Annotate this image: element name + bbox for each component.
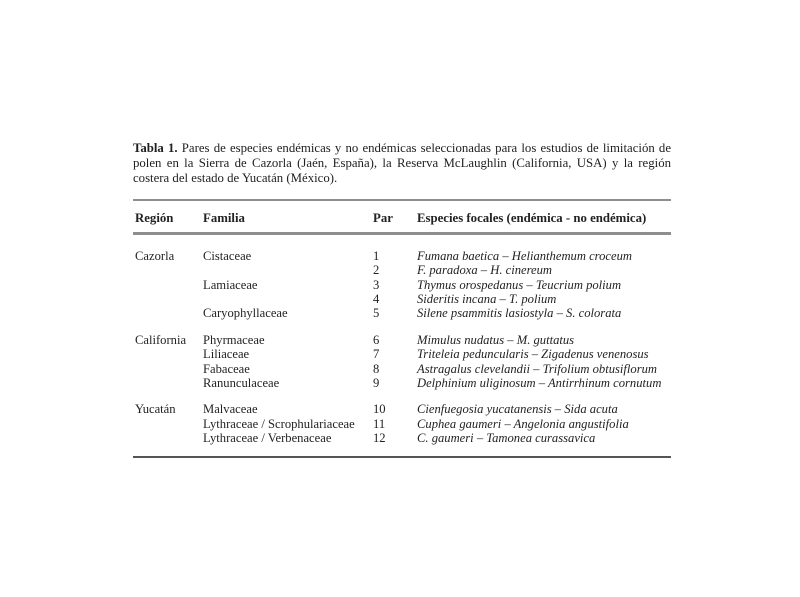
table-row: [133, 376, 671, 390]
cell-par: 4: [373, 292, 380, 306]
cell-familia: Malvaceae: [203, 402, 258, 417]
table-row: [133, 431, 671, 445]
cell-familia: Lythraceae / Verbenaceae: [203, 431, 332, 446]
header-especies: Especies focales (endémica - no endémica): [417, 211, 647, 226]
cell-par: 11: [373, 416, 386, 431]
table-header-row: [133, 201, 671, 226]
caption-label: Tabla 1.: [133, 140, 178, 155]
table-row: [133, 306, 671, 320]
cell-familia: Caryophyllaceae: [203, 306, 288, 321]
cell-especies: F. paradoxa – H. cinereum: [417, 263, 553, 278]
cell-especies: Fumana baetica – Helianthemum croceum: [417, 248, 632, 263]
table-row: [133, 347, 671, 361]
cell-especies: Delphinium uliginosum – Antirrhinum cornutum: [417, 376, 662, 391]
cell-familia: Phyrmaceae: [203, 332, 265, 347]
cell-especies: Sideritis incana – T. polium: [417, 292, 557, 306]
table-block: [133, 128, 671, 458]
cell-par: 5: [373, 306, 380, 321]
table-caption: [133, 141, 671, 186]
table-row: [133, 417, 671, 431]
cell-especies: Mimulus nudatus – M. guttatus: [417, 332, 575, 347]
cell-familia: [203, 292, 373, 306]
cell-par: 10: [373, 402, 386, 417]
cell-familia: Ranunculaceae: [203, 376, 280, 391]
cell-especies: Triteleia peduncularis – Zigadenus venenosus: [417, 347, 649, 362]
cell-familia: Cistaceae: [203, 248, 252, 263]
cell-especies: C. gaumeri – Tamonea curassavica: [417, 431, 596, 446]
cell-region: [133, 292, 203, 306]
region-group: [133, 333, 671, 391]
cell-region: [133, 306, 203, 320]
cell-especies: Cuphea gaumeri – Angelonia angustifolia: [417, 416, 629, 431]
cell-especies: Cienfuegosia yucatanensis – Sida acuta: [417, 402, 618, 417]
cell-region: Cazorla: [135, 248, 175, 263]
header-par: Par: [373, 211, 393, 226]
cell-par: 7: [373, 347, 380, 362]
table-row: [133, 292, 671, 306]
cell-familia: Lamiaceae: [203, 277, 258, 292]
table-row: [133, 362, 671, 376]
cell-region: Yucatán: [135, 402, 176, 417]
cell-familia: [203, 263, 373, 277]
cell-par: 2: [373, 263, 380, 278]
cell-par: 1: [373, 248, 380, 263]
table-row: [133, 402, 671, 416]
cell-region: [133, 362, 203, 376]
cell-par: 9: [373, 376, 380, 391]
cell-par: 8: [373, 361, 380, 376]
cell-familia: Liliaceae: [203, 347, 250, 362]
table-body: [133, 235, 671, 446]
header-familia: Familia: [203, 211, 245, 226]
cell-familia: Fabaceae: [203, 361, 250, 376]
header-region: Región: [135, 211, 174, 226]
cell-especies: Silene psammitis lasiostyla – S. colorata: [417, 306, 622, 321]
cell-region: [133, 347, 203, 361]
table-row: [133, 333, 671, 347]
cell-region: California: [135, 332, 187, 347]
cell-familia: Lythraceae / Scrophulariaceae: [203, 416, 355, 431]
cell-region: [133, 417, 203, 431]
cell-par: 6: [373, 332, 380, 347]
cell-region: [133, 431, 203, 445]
table-row: [133, 263, 671, 277]
cell-region: [133, 263, 203, 277]
cell-especies: Astragalus clevelandii – Trifolium obtusiflorum: [417, 361, 657, 376]
table-row: [133, 278, 671, 292]
cell-region: [133, 278, 203, 292]
cell-especies: Thymus orospedanus – Teucrium polium: [417, 277, 622, 292]
region-group: [133, 249, 671, 321]
cell-par: 12: [373, 431, 386, 446]
region-group: [133, 402, 671, 445]
caption-text: Pares de especies endémicas y no endémicas seleccionadas para los estudios de limitación de polen en la Sierra de Cazorla (Jaén, España), la Reserva McLaughlin (California, USA) y la región costera del estado de Yucatán (México).: [133, 140, 672, 185]
table-bottom-rule: [133, 456, 671, 458]
cell-region: [133, 376, 203, 390]
table-row: [133, 249, 671, 263]
cell-par: 3: [373, 277, 380, 292]
